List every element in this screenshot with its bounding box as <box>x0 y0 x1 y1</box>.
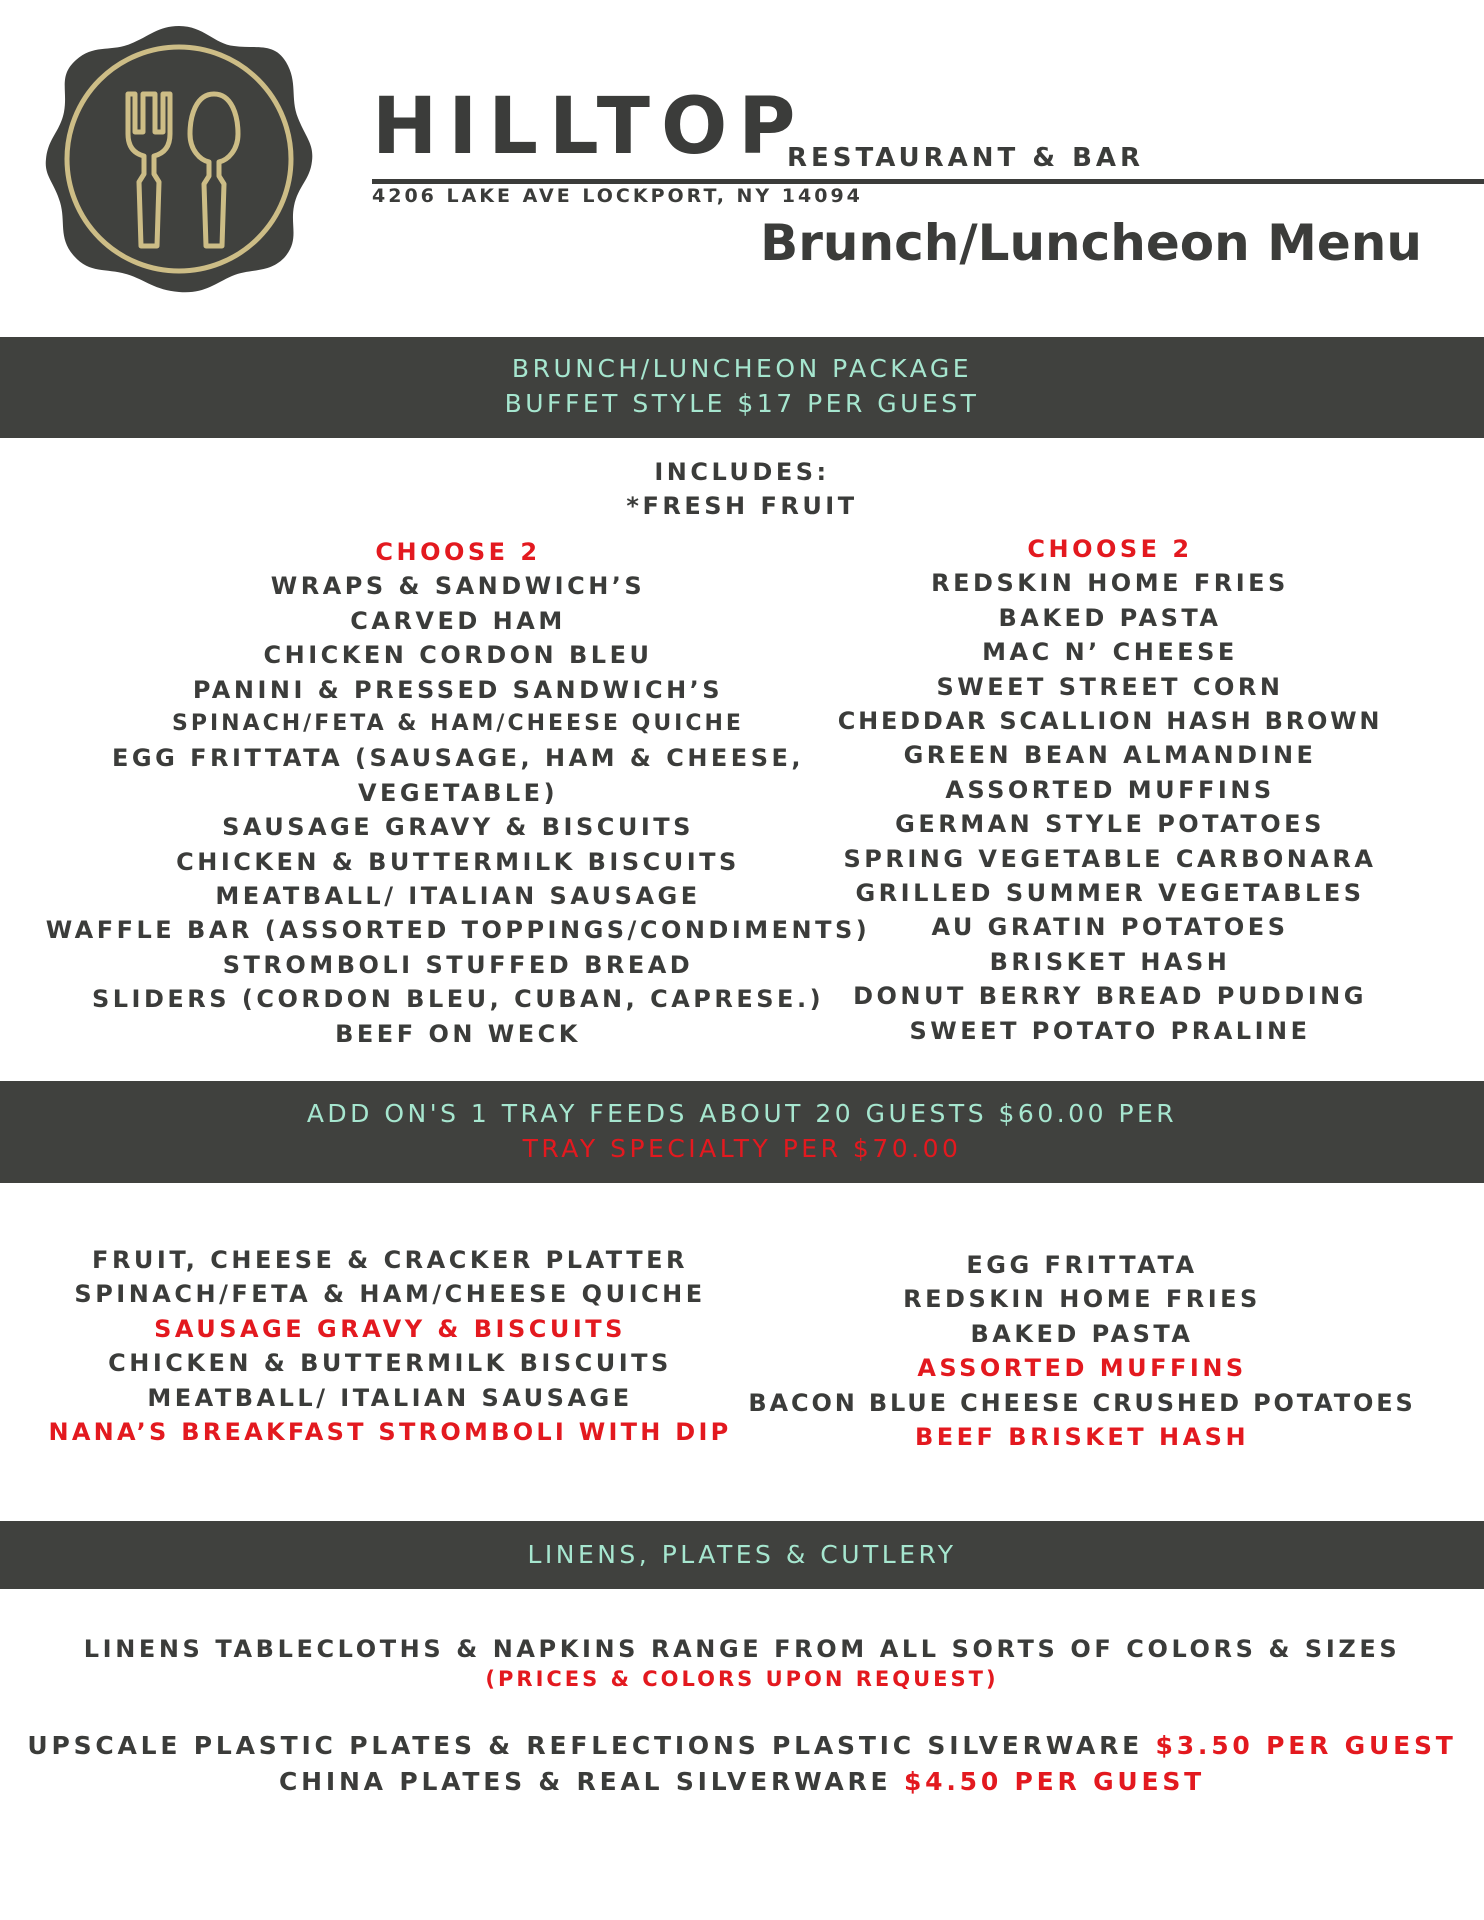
list-item: REDSKIN HOME FRIES <box>903 1285 1261 1314</box>
list-item: CHICKEN CORDON BLEU <box>263 641 653 670</box>
list-item: SLIDERS (CORDON BLEU, CUBAN, CAPRESE.) <box>91 985 825 1014</box>
addons-specialty: TRAY SPECIALTY PER $70.00 <box>522 1134 962 1163</box>
package-left-list <box>40 535 876 1051</box>
list-item: EGG FRITTATA <box>966 1251 1198 1279</box>
list-item: SAUSAGE GRAVY & BISCUITS <box>154 1314 626 1343</box>
package-band <box>0 337 1484 438</box>
list-item: MAC N’ CHEESE <box>982 638 1238 667</box>
choose-label-left: CHOOSE 2 <box>375 538 541 566</box>
plates-option-china-price: $4.50 PER GUEST <box>903 1767 1206 1796</box>
list-item: GREEN BEAN ALMANDINE <box>903 741 1317 770</box>
list-item: BEEF BRISKET HASH <box>914 1423 1250 1452</box>
linens-title: LINENS, PLATES & CUTLERY <box>527 1540 957 1569</box>
list-item: REDSKIN HOME FRIES <box>931 569 1289 598</box>
list-item: AU GRATIN POTATOES <box>931 913 1289 942</box>
brand-subtitle: RESTAURANT & BAR <box>787 143 1145 173</box>
includes-label: INCLUDES: <box>654 458 830 486</box>
plates-section <box>0 1728 1484 1800</box>
list-item: CHICKEN & BUTTERMILK BISCUITS <box>108 1349 672 1378</box>
list-item: EGG FRITTATA (SAUSAGE, HAM & CHEESE, <box>111 744 804 773</box>
linens-description: LINENS TABLECLOTHS & NAPKINS RANGE FROM ALL SORTS OF COLORS & SIZES <box>83 1635 1401 1663</box>
list-item: SPRING VEGETABLE CARBONARA <box>843 844 1377 873</box>
addons-title: ADD ON'S 1 TRAY FEEDS ABOUT 20 GUESTS $60.00 PER <box>306 1099 1178 1128</box>
list-item: WRAPS & SANDWICH’S <box>270 572 646 601</box>
list-item: BAKED PASTA <box>998 603 1222 632</box>
list-item: STROMBOLI STUFFED BREAD <box>222 950 694 979</box>
list-item: FRUIT, CHEESE & CRACKER PLATTER <box>92 1246 688 1274</box>
list-item: CHICKEN & BUTTERMILK BISCUITS <box>176 847 740 876</box>
list-item: NANA’S BREAKFAST STROMBOLI WITH DIP <box>48 1418 732 1447</box>
list-item: WAFFLE BAR (ASSORTED TOPPINGS/CONDIMENTS) <box>45 916 871 945</box>
list-item: BAKED PASTA <box>970 1319 1194 1348</box>
plates-option-plastic <box>0 1728 1484 1764</box>
package-title: BRUNCH/LUNCHEON PACKAGE <box>511 354 973 383</box>
list-item: MEATBALL/ ITALIAN SAUSAGE <box>147 1383 633 1412</box>
addons-right-list <box>740 1248 1424 1454</box>
list-item: BRISKET HASH <box>989 947 1231 976</box>
list-item: GRILLED SUMMER VEGETABLES <box>855 879 1365 908</box>
list-item: VEGETABLE) <box>357 778 559 807</box>
menu-title: Brunch/Luncheon Menu <box>760 214 1422 272</box>
addons-band <box>0 1081 1484 1183</box>
list-item: SWEET STREET CORN <box>936 672 1284 701</box>
brand-name: HILLTOP <box>372 82 807 172</box>
choose-label-right: CHOOSE 2 <box>1027 535 1193 563</box>
list-item: SPINACH/FETA & HAM/CHEESE QUICHE <box>172 711 744 737</box>
list-item: SPINACH/FETA & HAM/CHEESE QUICHE <box>74 1280 706 1309</box>
list-item: BACON BLUE CHEESE CRUSHED POTATOES <box>748 1388 1416 1417</box>
includes-section <box>0 455 1484 524</box>
package-price: BUFFET STYLE $17 PER GUEST <box>504 389 980 418</box>
list-item: ASSORTED MUFFINS <box>917 1354 1247 1383</box>
linens-band <box>0 1521 1484 1589</box>
list-item: CHEDDAR SCALLION HASH BROWN <box>837 707 1383 736</box>
includes-item: *FRESH FRUIT <box>626 492 858 521</box>
plates-option-plastic-price: $3.50 PER GUEST <box>1155 1731 1457 1760</box>
list-item: ASSORTED MUFFINS <box>945 775 1275 804</box>
package-right-list <box>830 532 1390 1048</box>
list-item: CARVED HAM <box>350 606 566 635</box>
list-item: DONUT BERRY BREAD PUDDING <box>853 982 1367 1011</box>
header-divider <box>372 179 1484 184</box>
address: 4206 LAKE AVE LOCKPORT, NY 14094 <box>372 185 863 207</box>
list-item: PANINI & PRESSED SANDWICH’S <box>192 675 724 704</box>
list-item: SAUSAGE GRAVY & BISCUITS <box>222 813 694 842</box>
list-item: GERMAN STYLE POTATOES <box>895 810 1325 839</box>
list-item: SWEET POTATO PRALINE <box>909 1016 1311 1045</box>
plates-option-china <box>0 1764 1484 1800</box>
plates-option-china-text: CHINA PLATES & REAL SILVERWARE <box>278 1767 904 1796</box>
list-item: MEATBALL/ ITALIAN SAUSAGE <box>215 882 701 911</box>
addons-left-list <box>40 1243 740 1449</box>
linens-note: (PRICES & COLORS UPON REQUEST) <box>485 1667 999 1692</box>
plates-option-plastic-text: UPSCALE PLASTIC PLATES & REFLECTIONS PLASTIC SILVERWARE <box>27 1731 1156 1760</box>
logo-badge <box>46 26 313 292</box>
restaurant-logo <box>44 24 314 294</box>
linens-section <box>0 1632 1484 1692</box>
list-item: BEEF ON WECK <box>335 1019 581 1048</box>
